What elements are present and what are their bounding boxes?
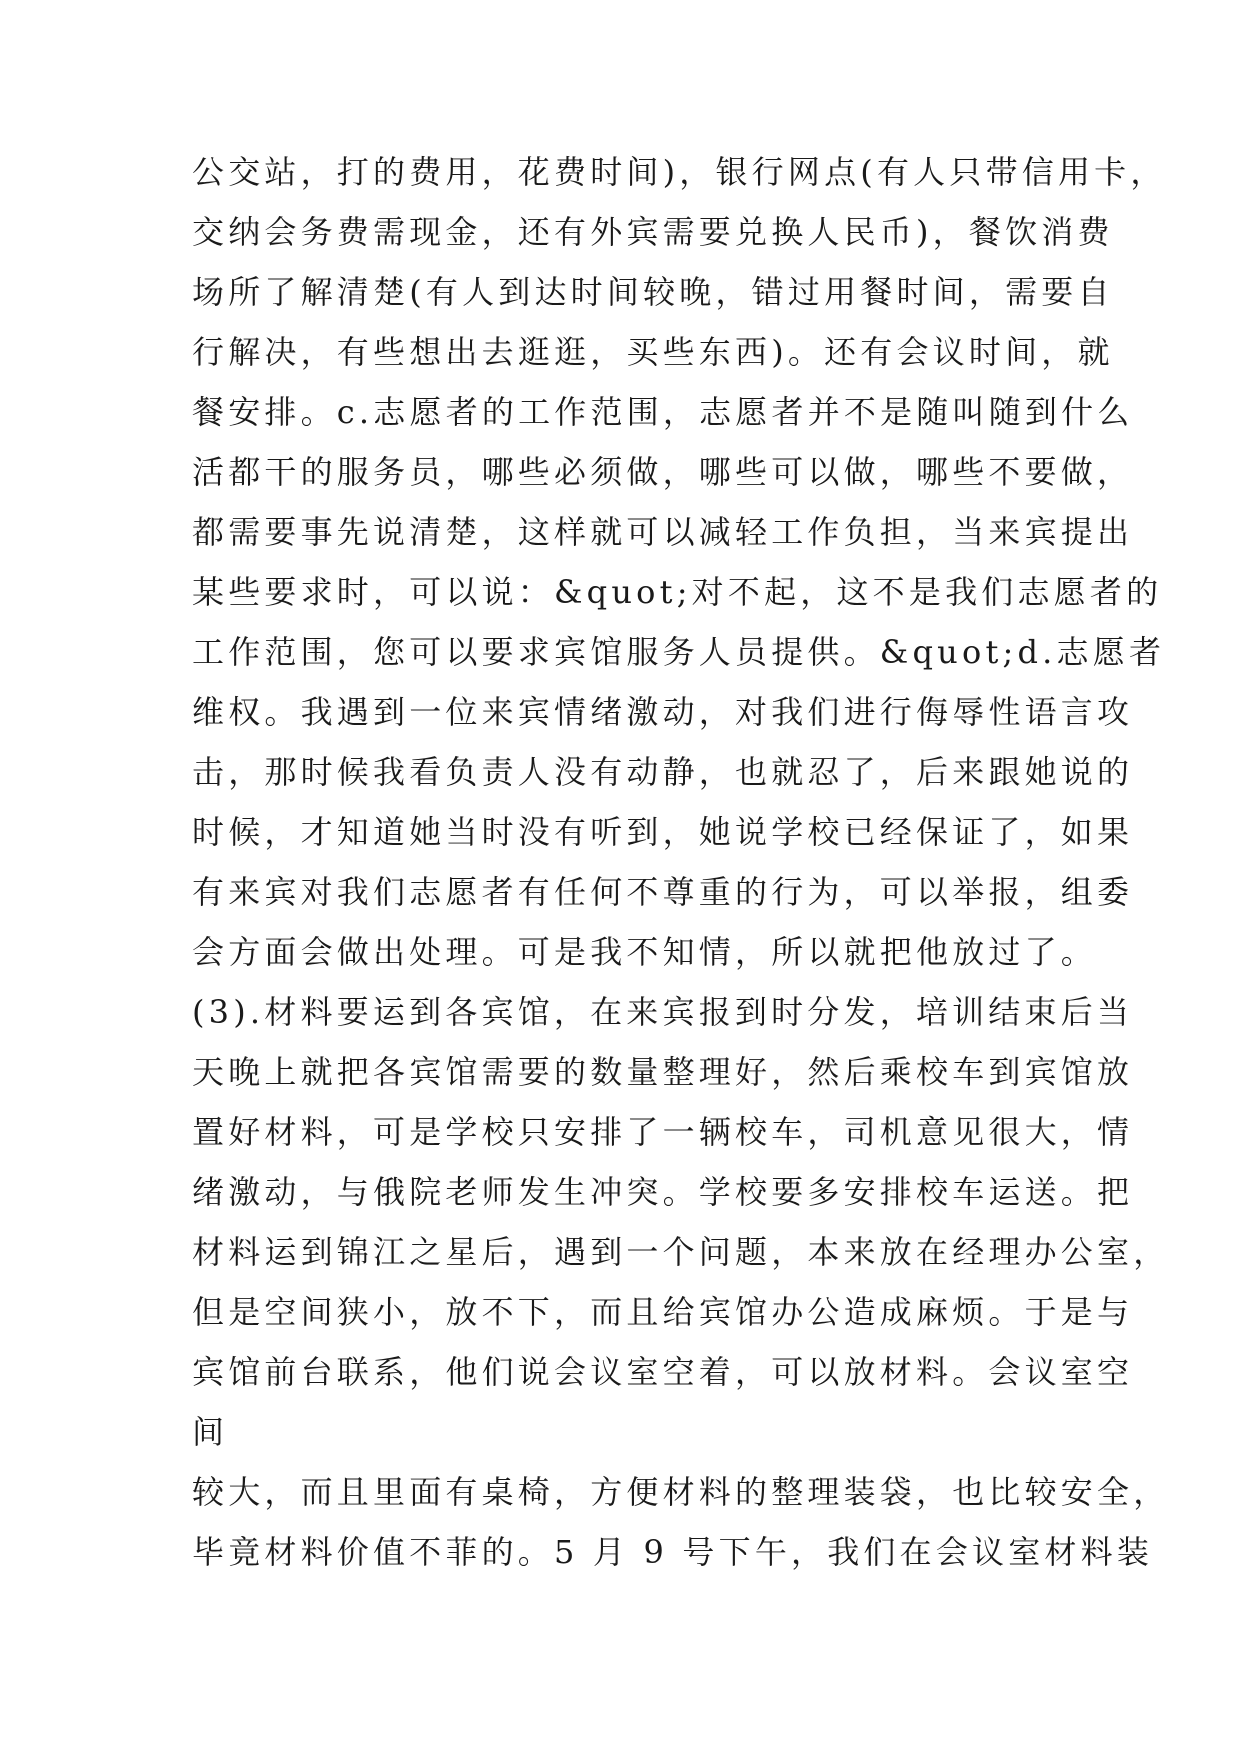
text-line: 维权。我遇到一位来宾情绪激动，对我们进行侮辱性语言攻 [192, 693, 1134, 731]
text-line: 有来宾对我们志愿者有任何不尊重的行为，可以举报，组委 [192, 873, 1134, 911]
text-line: 天晚上就把各宾馆需要的数量整理好，然后乘校车到宾馆放 [192, 1053, 1134, 1091]
text-line: (3).材料要运到各宾馆，在来宾报到时分发，培训结束后当 [192, 993, 1134, 1031]
text-line: 会方面会做出处理。可是我不知情，所以就把他放过了。 [192, 933, 1098, 971]
text-line: 但是空间狭小，放不下，而且给宾馆办公造成麻烦。于是与 [192, 1293, 1134, 1331]
text-line: 较大，而且里面有桌椅，方便材料的整理装袋，也比较安全， [192, 1473, 1170, 1511]
text-line: 时候，才知道她当时没有听到，她说学校已经保证了，如果 [192, 813, 1134, 851]
text-line: 宾馆前台联系，他们说会议室空着，可以放材料。会议室空 [192, 1353, 1134, 1391]
text-line: 击，那时候我看负责人没有动静，也就忍了，后来跟她说的 [192, 753, 1134, 791]
text-line: 间 [192, 1413, 229, 1451]
text-line: 活都干的服务员，哪些必须做，哪些可以做，哪些不要做， [192, 453, 1134, 491]
text-line: 工作范围，您可以要求宾馆服务人员提供。&quot;d.志愿者 [192, 633, 1166, 671]
text-line: 场所了解清楚(有人到达时间较晚，错过用餐时间，需要自 [192, 273, 1114, 311]
text-line: 公交站，打的费用，花费时间)，银行网点(有人只带信用卡， [192, 153, 1167, 191]
text-line: 毕竟材料价值不菲的。5 月 9 号下午，我们在会议室材料装 [192, 1533, 1154, 1571]
text-line: 都需要事先说清楚，这样就可以减轻工作负担，当来宾提出 [192, 513, 1134, 551]
text-line: 餐安排。c.志愿者的工作范围，志愿者并不是随叫随到什么 [192, 393, 1134, 431]
text-line: 绪激动，与俄院老师发生冲突。学校要多安排校车运送。把 [192, 1173, 1134, 1211]
text-line: 某些要求时，可以说：&quot;对不起，这不是我们志愿者的 [192, 573, 1163, 611]
text-line: 行解决，有些想出去逛逛，买些东西)。还有会议时间，就 [192, 333, 1114, 371]
text-line: 材料运到锦江之星后，遇到一个问题，本来放在经理办公室， [192, 1233, 1170, 1271]
text-line: 交纳会务费需现金，还有外宾需要兑换人民币)，餐饮消费 [192, 213, 1114, 251]
text-line: 置好材料，可是学校只安排了一辆校车，司机意见很大，情 [192, 1113, 1134, 1151]
